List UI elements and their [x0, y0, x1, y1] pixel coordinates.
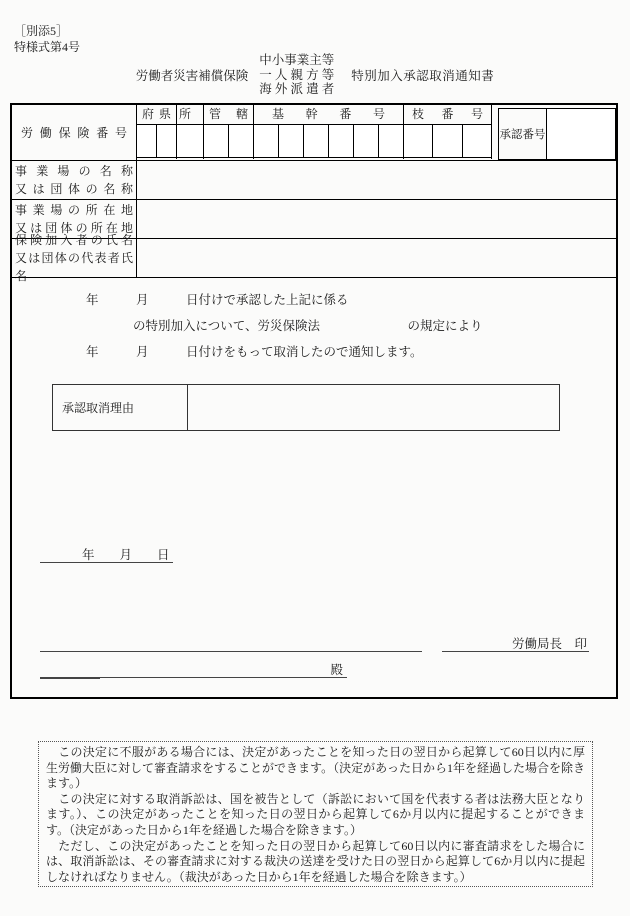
insurance-digit-cell[interactable] [229, 125, 253, 157]
cancellation-reason-field[interactable] [188, 385, 559, 430]
labor-insurance-number-grid [137, 105, 492, 159]
appeal-notice-paragraph-lawsuit: この決定に対する取消訴訟は、国を被告として（訴訟において国を代表する者は法務大臣となります。）、この決定があったことを知った日の翌日から起算して6か月以内に提起することができます。（決定があった日から1年を経過した場合を除きます。） [46, 791, 585, 837]
insurance-digit-cell[interactable] [177, 125, 203, 157]
business-name-label: 事業場の名称 又は団体の名称 [15, 163, 133, 196]
insurance-digit-cell[interactable] [463, 125, 491, 157]
cancellation-reason-box [52, 384, 560, 431]
body-sentence-legal-basis: の特別加入について、労災保険法 の規定により [133, 319, 483, 333]
title-category-small-business: 中小事業主等 [259, 53, 335, 67]
title-category-self-employed: 一 人 親 方 等 [259, 67, 335, 82]
insurance-digit-cell[interactable] [254, 125, 279, 157]
title-category-overseas: 海 外 派 遣 者 [259, 82, 335, 96]
insurance-digit-cell[interactable] [433, 125, 462, 157]
insurance-digit-cell[interactable] [137, 125, 157, 157]
appeal-notice-paragraph-review-request: この決定に不服がある場合には、決定があったことを知った日の翌日から起算して60日以内に厚生労働大臣に対して審査請求をすることができます。（決定があった日から1年を経過した場合を除きます。） [46, 745, 585, 791]
group-kanji-jurisdiction-label: 管轄 [204, 105, 253, 125]
group-branch-number-label: 枝番号 [404, 105, 491, 125]
main-form-box [10, 103, 618, 699]
business-address-label: 事業場の所在地 又は団体の所在地 [15, 202, 133, 235]
group-base-number-label: 基幹番号 [254, 105, 403, 125]
cancellation-reason-label: 承認取消理由 [53, 385, 188, 430]
group-kanji-jurisdiction [204, 105, 254, 159]
appeal-notice-paragraph-lawsuit-after-review: ただし、この決定があったことを知った日の翌日から起算して60日以内に審査請求をした場合には、取消訴訟は、その審査請求に対する裁決の送達を受けた日の翌日から起算して6か月以内に提起しなければなりません。（裁決があった日から1年を経過した場合を除きます。） [46, 838, 585, 884]
insurance-digit-cell[interactable] [157, 125, 176, 157]
body-sentence-cancellation-date: 年 月 日付けをもって取消したので通知します。 [86, 345, 423, 359]
approval-number-box [498, 108, 616, 160]
insurance-digit-cell[interactable] [329, 125, 354, 157]
issuer-signature-line[interactable] [40, 634, 422, 652]
business-name-field[interactable] [137, 160, 616, 199]
insurance-digit-cell[interactable] [204, 125, 229, 157]
form-number-label: 特様式第4号 [14, 40, 81, 54]
insured-person-name-field[interactable] [137, 238, 616, 277]
attachment-label: ［別添5］ [14, 24, 69, 38]
group-prefecture-label: 府県 [137, 105, 176, 125]
group-prefecture [137, 105, 177, 159]
approval-number-field[interactable] [547, 109, 615, 159]
body-sentence-approval-date: 年 月 日付けで承認した上記に係る [86, 293, 349, 307]
group-branch-number [404, 105, 492, 159]
group-base-number [254, 105, 404, 159]
insurance-digit-cell[interactable] [404, 125, 433, 157]
group-jurisdiction-office-label: 所 [177, 105, 203, 125]
title-category-stack [259, 53, 334, 97]
insurance-digit-cell[interactable] [379, 125, 403, 157]
labor-insurance-number-label: 労働保険番号 [21, 126, 127, 140]
insurance-digit-cell[interactable] [279, 125, 304, 157]
labor-bureau-director-label: 労働局長 印 [442, 634, 589, 652]
insured-person-name-label: 保険加入者の氏名 又は団体の代表者氏名 [15, 232, 133, 283]
insurance-digit-cell[interactable] [304, 125, 329, 157]
insurance-digit-cell[interactable] [354, 125, 379, 157]
title-document-name: 特別加入承認取消通知書 [351, 68, 495, 83]
issue-date-line[interactable]: 年 月 日 [40, 545, 173, 563]
addressee-line[interactable]: 殿 [40, 660, 347, 678]
approval-number-label: 承認番号 [499, 109, 547, 159]
document-title [0, 53, 630, 97]
business-address-field[interactable] [137, 199, 616, 238]
group-jurisdiction-office [177, 105, 204, 159]
appeal-notice-box [38, 741, 593, 887]
title-insurance-name: 労働者災害補償保険 [135, 68, 249, 83]
